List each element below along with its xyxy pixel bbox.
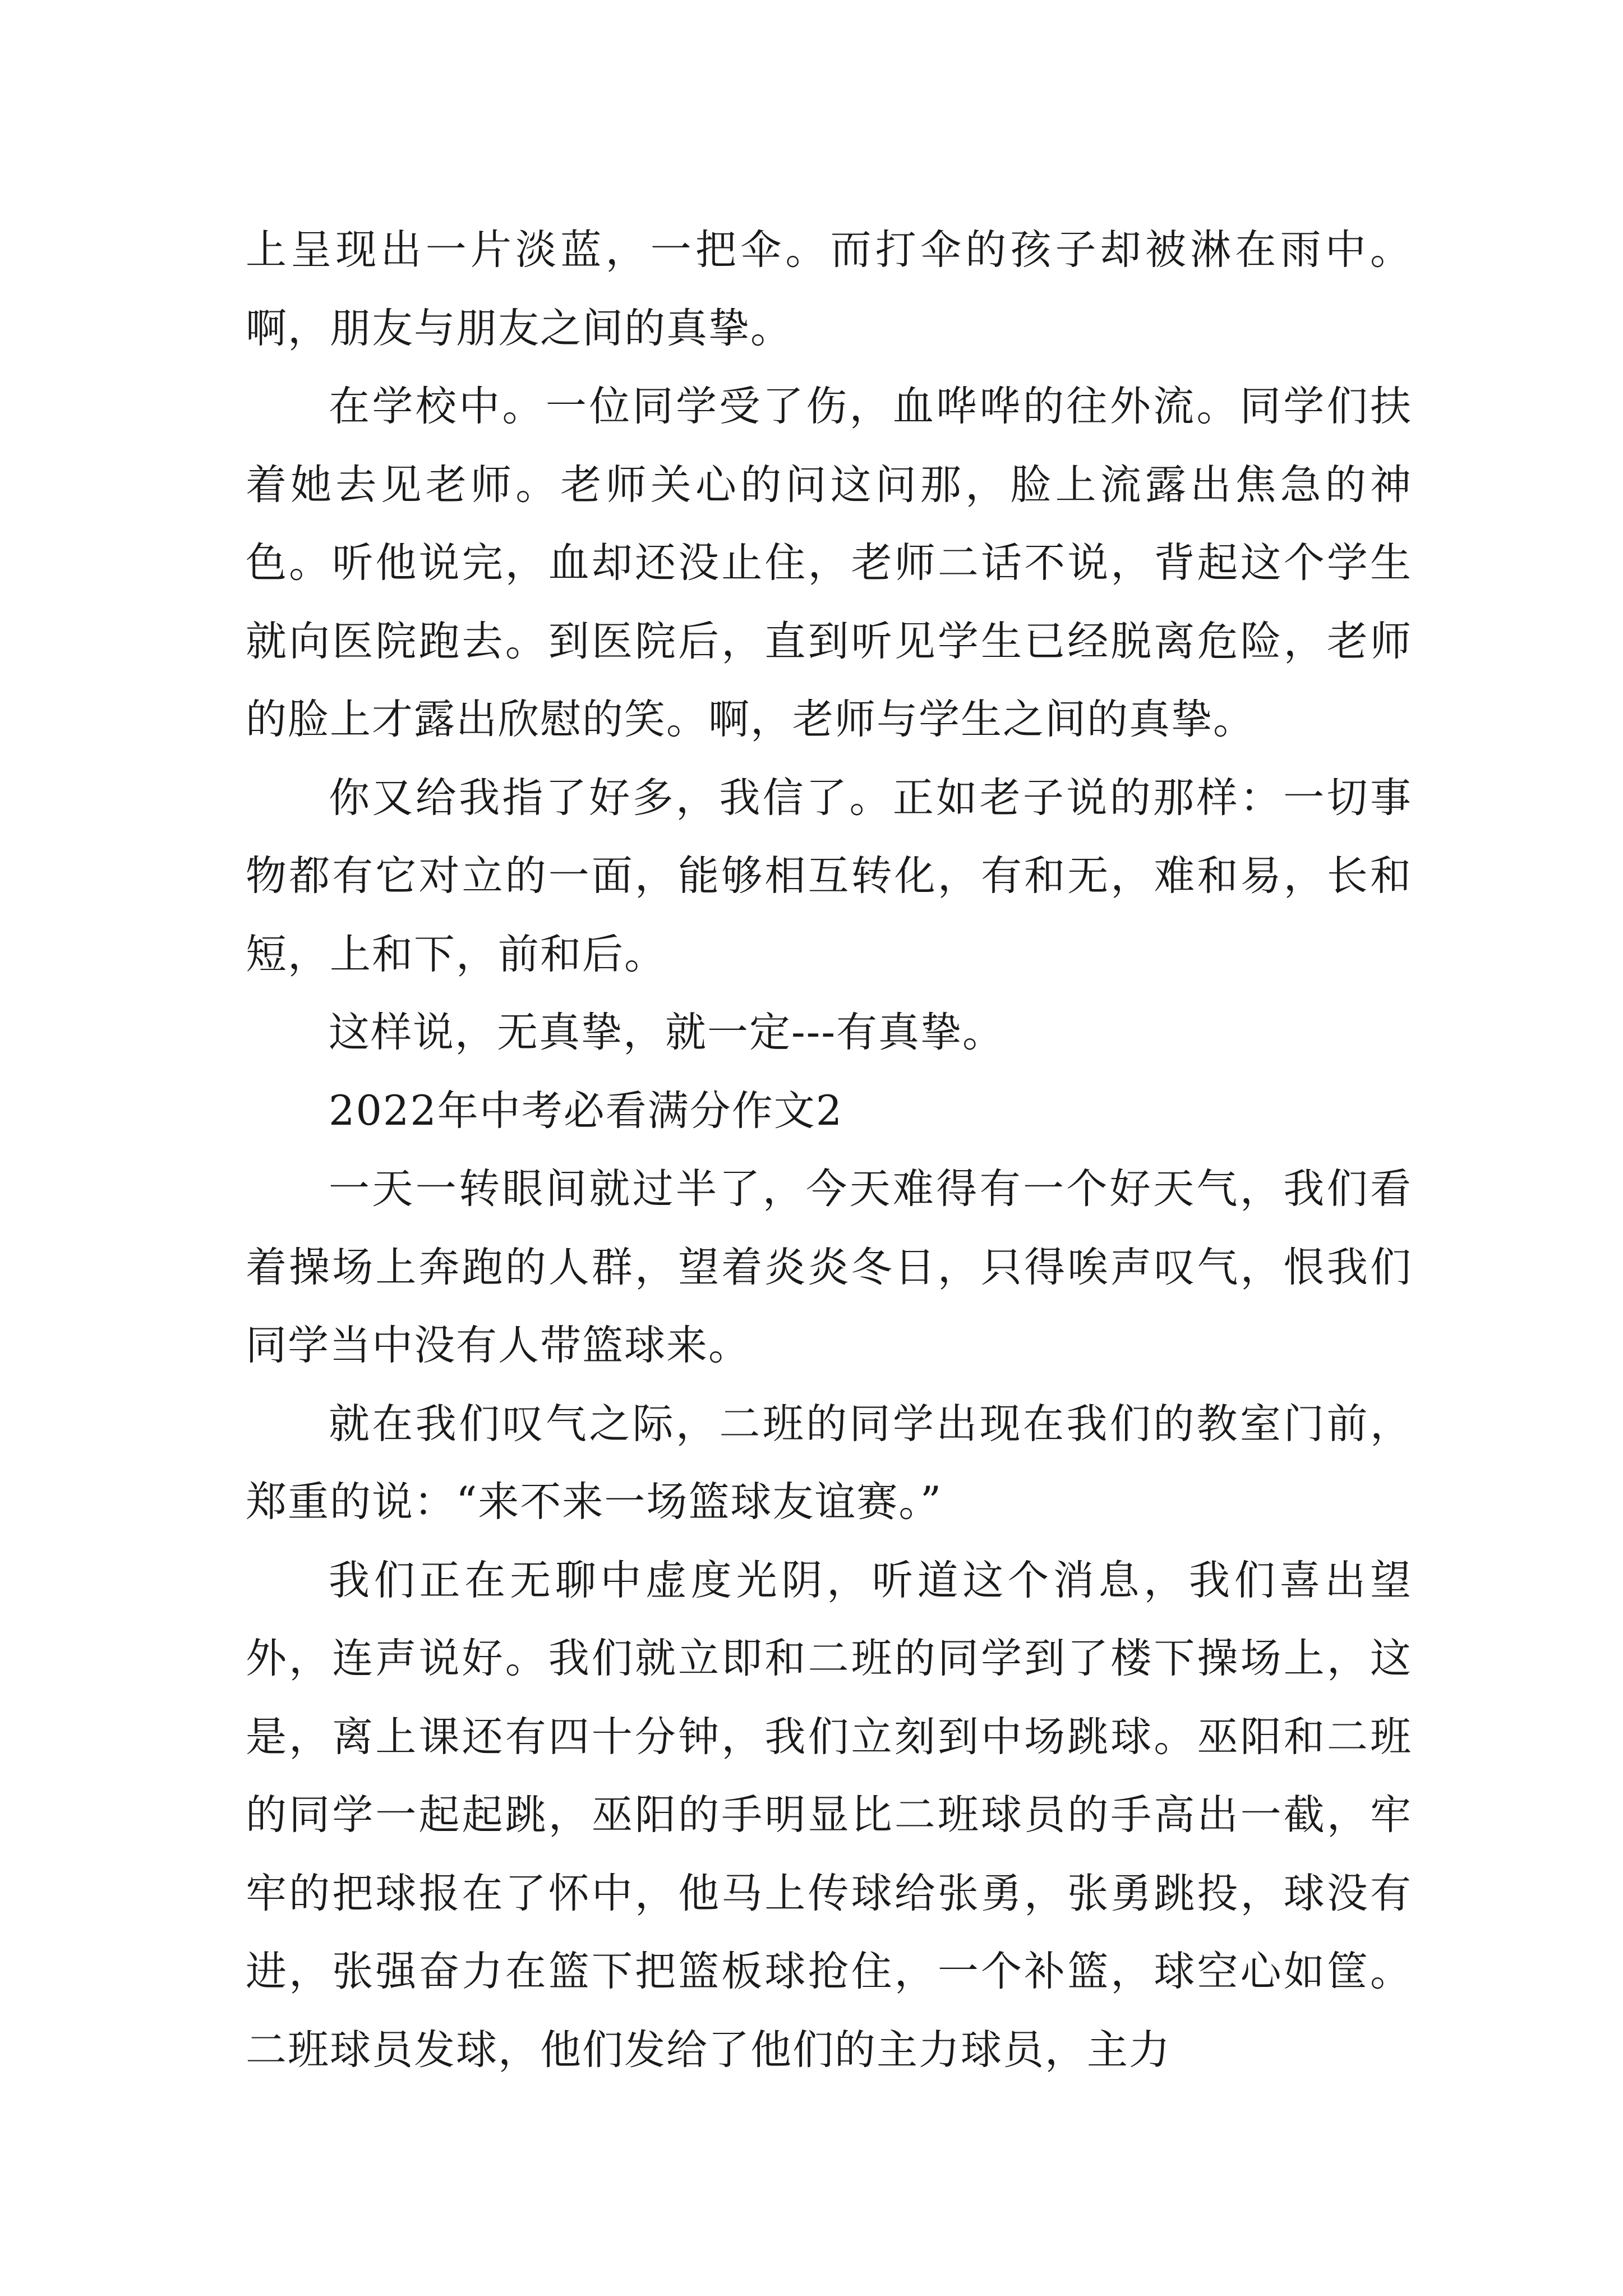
paragraph: 上呈现出一片淡蓝，一把伞。而打伞的孩子却被淋在雨中。啊，朋友与朋友之间的真挚。: [246, 226, 1412, 352]
paragraph: 就在我们叹气之际，二班的同学出现在我们的教室门前，郑重的说：“来不来一场篮球友谊赛。”: [246, 1400, 1412, 1526]
document-body: [246, 211, 1412, 2089]
section-heading: 2022年中考必看满分作文2: [329, 1087, 843, 1135]
paragraph: 我们正在无聊中虚度光阴，听道这个消息，我们喜出望外，连声说好。我们就立即和二班的同学到了楼下操场上，这是，离上课还有四十分钟，我们立刻到中场跳球。巫阳和二班的同学一起起跳，巫阳的手明显比二班球员的手高出一截，牢牢的把球报在了怀中，他马上传球给张勇，张勇跳投，球没有进，张强奋力在篮下把篮板球抢住，一个补篮，球空心如筐。二班球员发球，他们发给了他们的主力球员，主力: [246, 1556, 1412, 2074]
paragraph: 一天一转眼间就过半了，今天难得有一个好天气，我们看着操场上奔跑的人群，望着炎炎冬日，只得唉声叹气，恨我们同学当中没有人带篮球来。: [246, 1165, 1412, 1369]
paragraph: 在学校中。一位同学受了伤，血哗哗的往外流。同学们扶着她去见老师。老师关心的问这问那，脸上流露出焦急的神色。听他说完，血却还没止住，老师二话不说，背起这个学生就向医院跑去。到医院后，直到听见学生已经脱离危险，老师的脸上才露出欣慰的笑。啊，老师与学生之间的真挚。: [246, 383, 1412, 743]
paragraph: 这样说，无真挚，就一定---有真挚。: [329, 1009, 1004, 1056]
paragraph: 你又给我指了好多，我信了。正如老子说的那样：一切事物都有它对立的一面，能够相互转化，有和无，难和易，长和短，上和下，前和后。: [246, 774, 1412, 978]
